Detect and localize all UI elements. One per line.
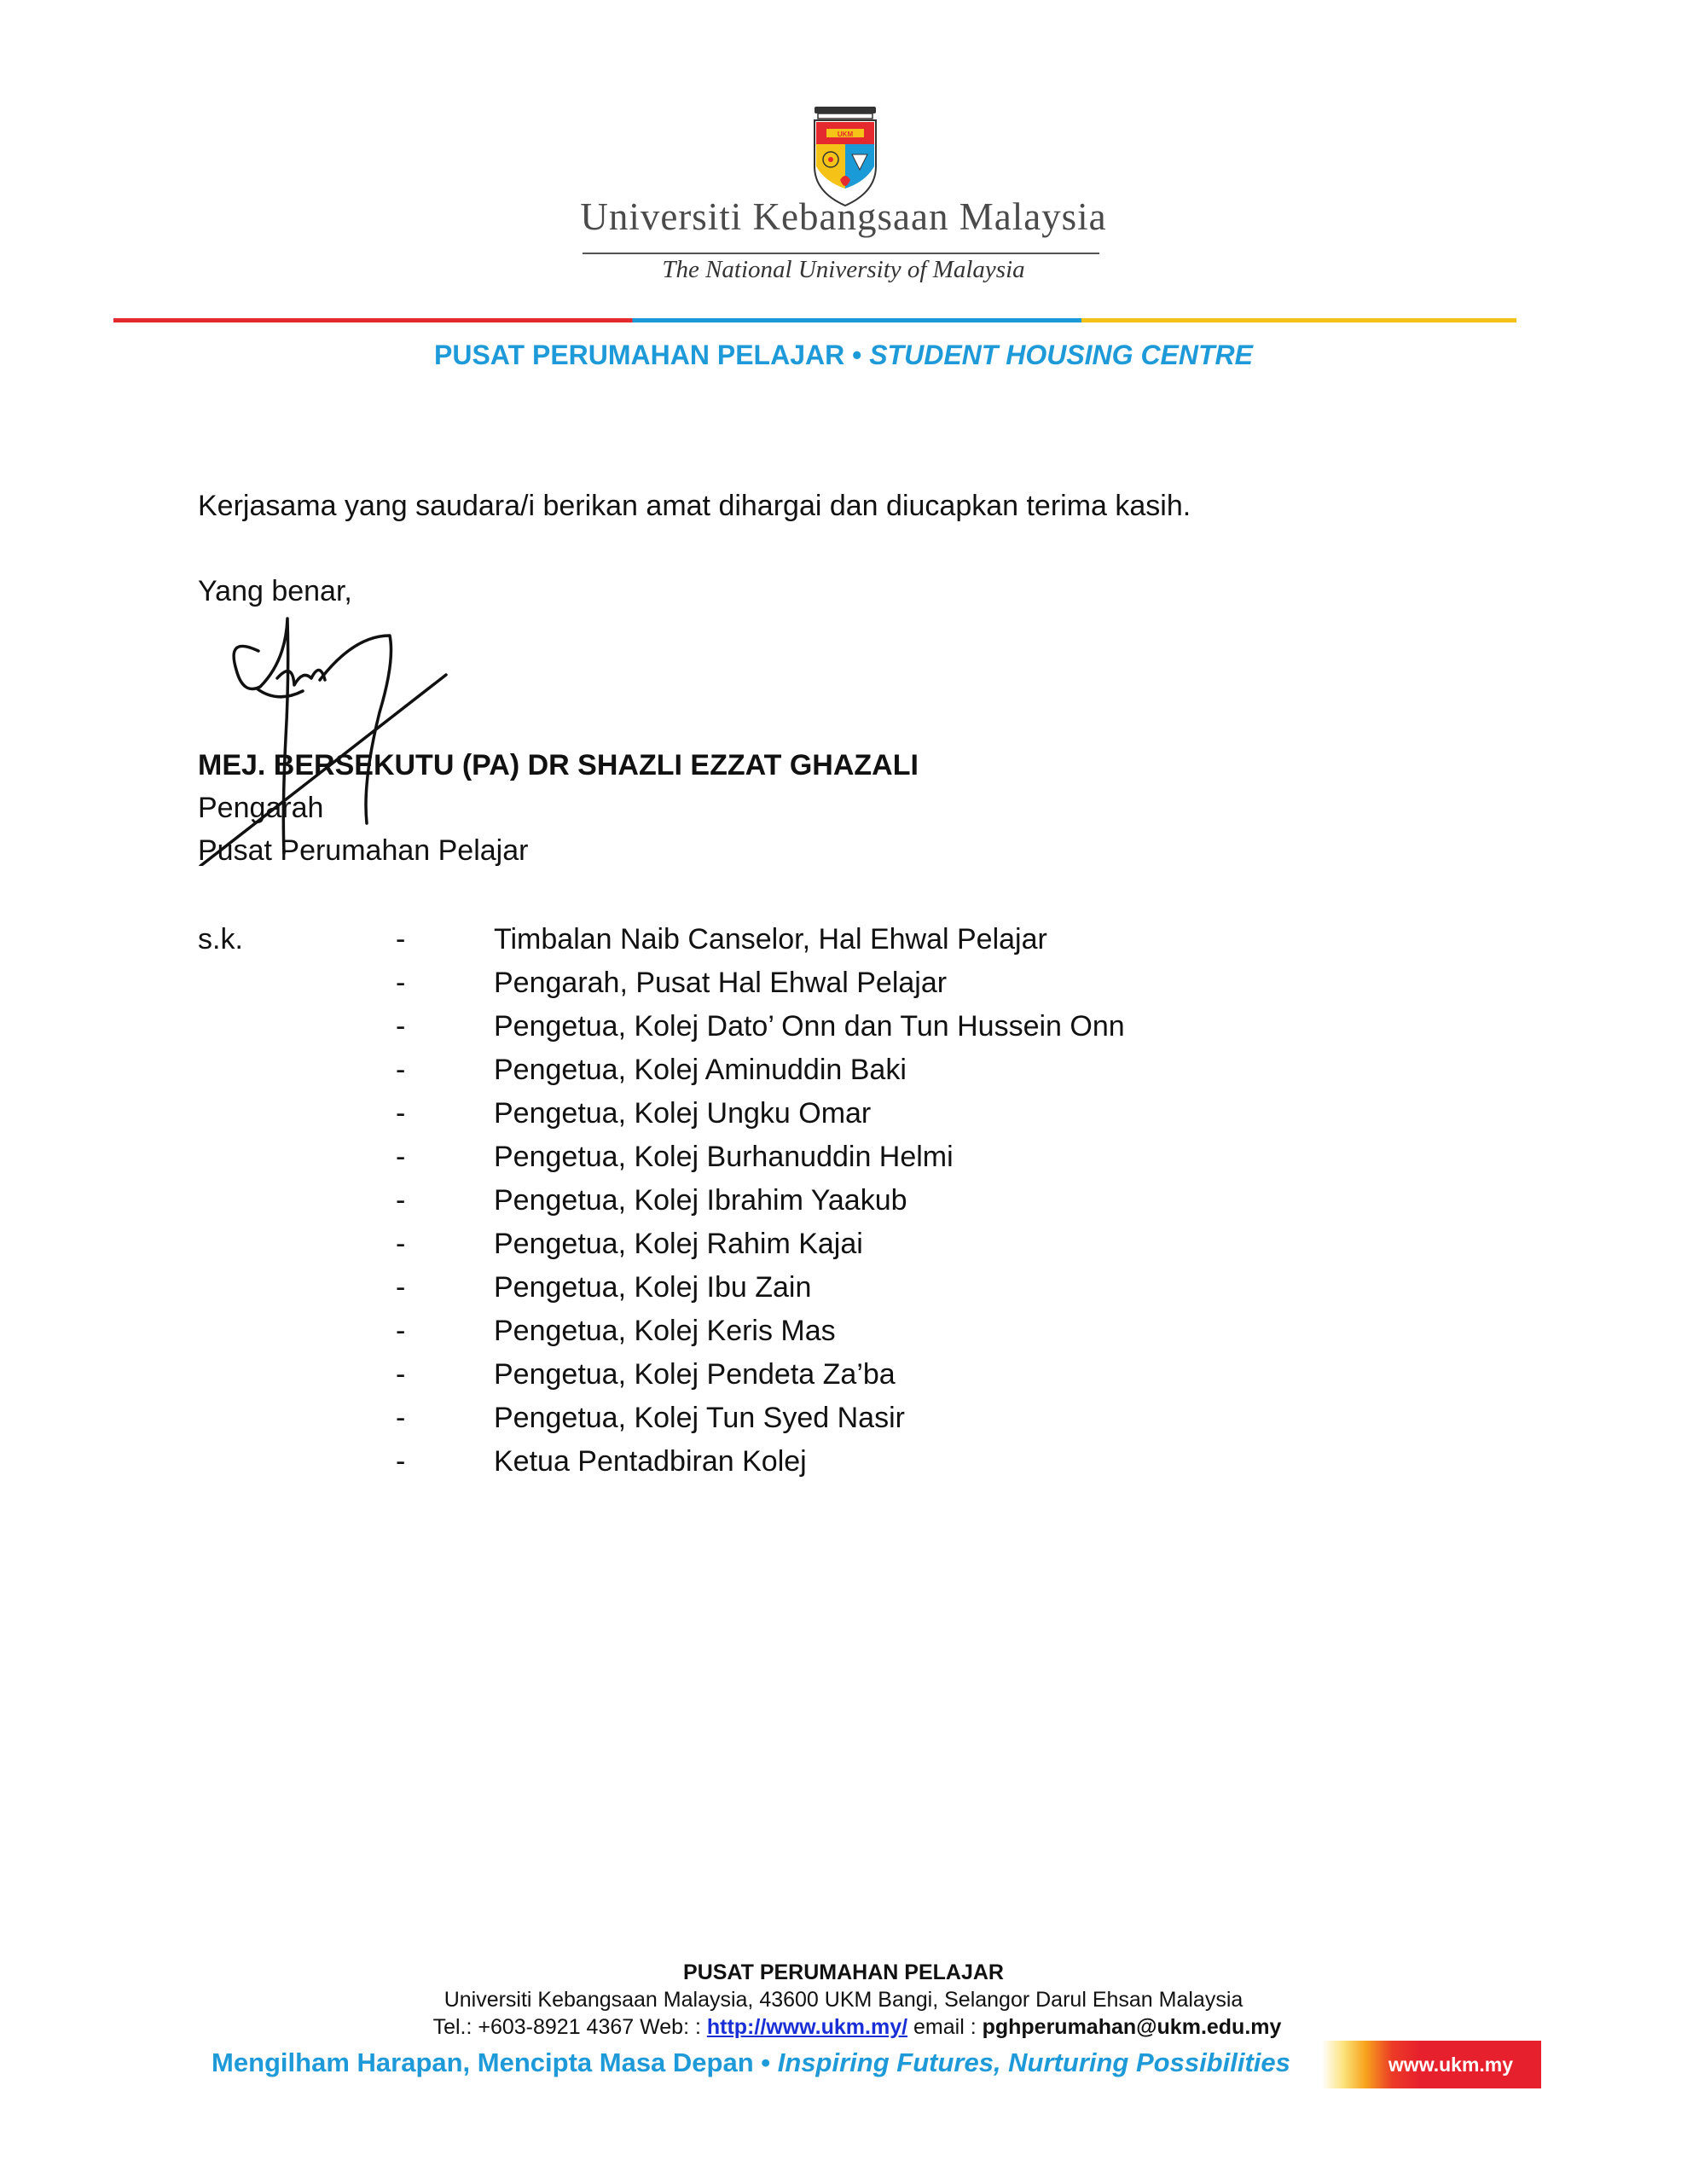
cc-recipient: Pengetua, Kolej Aminuddin Baki xyxy=(494,1054,907,1086)
footer-address: Universiti Kebangsaan Malaysia, 43600 UKM Bangi, Selangor Darul Ehsan Malaysia xyxy=(443,1988,1244,2012)
thanks-paragraph: Kerjasama yang saudara/i berikan amat dihargai dan diucapkan terima kasih. xyxy=(198,490,1191,522)
signatory-title: Pengarah xyxy=(198,792,324,824)
cc-row xyxy=(0,923,1687,967)
cc-row xyxy=(0,1010,1687,1054)
cc-dash: - xyxy=(396,1358,406,1391)
cc-recipient: Pengarah, Pusat Hal Ehwal Pelajar xyxy=(494,967,948,999)
cc-dash: - xyxy=(396,1402,406,1434)
cc-recipient: Pengetua, Kolej Rahim Kajai xyxy=(494,1228,863,1260)
centre-heading-malay: PUSAT PERUMAHAN PELAJAR xyxy=(434,340,845,370)
cc-recipient: Pengetua, Kolej Ibu Zain xyxy=(494,1271,812,1304)
footer-web-link[interactable]: http://www.ukm.my/ xyxy=(706,2015,908,2039)
cc-recipient: Pengetua, Kolej Ungku Omar xyxy=(494,1097,872,1130)
footer-email-label: email : xyxy=(907,2015,983,2039)
cc-dash: - xyxy=(396,1010,406,1043)
university-name: Universiti Kebangsaan Malaysia xyxy=(580,195,1107,238)
cc-recipient: Pengetua, Kolej Keris Mas xyxy=(494,1315,836,1347)
cc-row xyxy=(0,1097,1687,1141)
centre-heading-bullet: • xyxy=(852,340,862,370)
centre-heading-english: STUDENT HOUSING CENTRE xyxy=(869,340,1253,370)
cc-recipient: Pengetua, Kolej Burhanuddin Helmi xyxy=(494,1141,954,1173)
cc-dash: - xyxy=(396,1184,406,1217)
university-subtitle: The National University of Malaysia xyxy=(662,256,1025,283)
cc-row xyxy=(0,1271,1687,1316)
signatory-name: MEJ. BERSEKUTU (PA) DR SHAZLI EZZAT GHAZALI xyxy=(198,749,919,781)
cc-row xyxy=(0,1402,1687,1446)
cc-dash: - xyxy=(396,1445,406,1478)
footer-email[interactable]: pghperumahan@ukm.edu.my xyxy=(982,2015,1282,2039)
cc-row xyxy=(0,1054,1687,1098)
cc-dash: - xyxy=(396,1228,406,1260)
cc-dash: - xyxy=(396,1097,406,1130)
svg-text:UKM: UKM xyxy=(837,131,854,138)
cc-label: s.k. xyxy=(198,923,243,956)
footer-tel: Tel.: +603-8921 4367 Web: : xyxy=(432,2015,707,2039)
slogan-bullet: • xyxy=(761,2048,771,2077)
cc-row xyxy=(0,1358,1687,1403)
cc-dash: - xyxy=(396,923,406,956)
cc-row xyxy=(0,1445,1687,1490)
slogan-malay: Mengilham Harapan, Mencipta Masa Depan xyxy=(212,2048,754,2077)
cc-row xyxy=(0,1184,1687,1228)
closing-salutation: Yang benar, xyxy=(198,575,352,607)
centre-heading xyxy=(0,340,1687,371)
footer-title: PUSAT PERUMAHAN PELAJAR xyxy=(683,1960,1004,1984)
cc-row xyxy=(0,1315,1687,1359)
cc-row xyxy=(0,967,1687,1011)
cc-recipient: Ketua Pentadbiran Kolej xyxy=(494,1445,807,1478)
cc-dash: - xyxy=(396,1054,406,1086)
university-name-rule xyxy=(583,253,1099,254)
slogan-english: Inspiring Futures, Nurturing Possibilities xyxy=(777,2048,1290,2077)
cc-dash: - xyxy=(396,1271,406,1304)
cc-recipient: Pengetua, Kolej Tun Syed Nasir xyxy=(494,1402,905,1434)
cc-recipient: Timbalan Naib Canselor, Hal Ehwal Pelajar xyxy=(494,923,1047,956)
signatory-department: Pusat Perumahan Pelajar xyxy=(198,834,529,867)
cc-recipient: Pengetua, Kolej Pendeta Za’ba xyxy=(494,1358,896,1391)
university-crest-logo xyxy=(806,107,884,207)
website-badge-text[interactable]: www.ukm.my xyxy=(1388,2053,1514,2076)
header-color-bar xyxy=(113,318,1516,322)
cc-row xyxy=(0,1228,1687,1272)
cc-recipient: Pengetua, Kolej Ibrahim Yaakub xyxy=(494,1184,907,1217)
footer-slogan xyxy=(212,2048,1290,2078)
handwritten-signature xyxy=(192,610,473,866)
cc-dash: - xyxy=(396,1141,406,1173)
cc-dash: - xyxy=(396,1315,406,1347)
footer-contact xyxy=(384,2015,1330,2040)
cc-dash: - xyxy=(396,967,406,999)
cc-recipient: Pengetua, Kolej Dato’ Onn dan Tun Hussein Onn xyxy=(494,1010,1125,1043)
cc-row xyxy=(0,1141,1687,1185)
